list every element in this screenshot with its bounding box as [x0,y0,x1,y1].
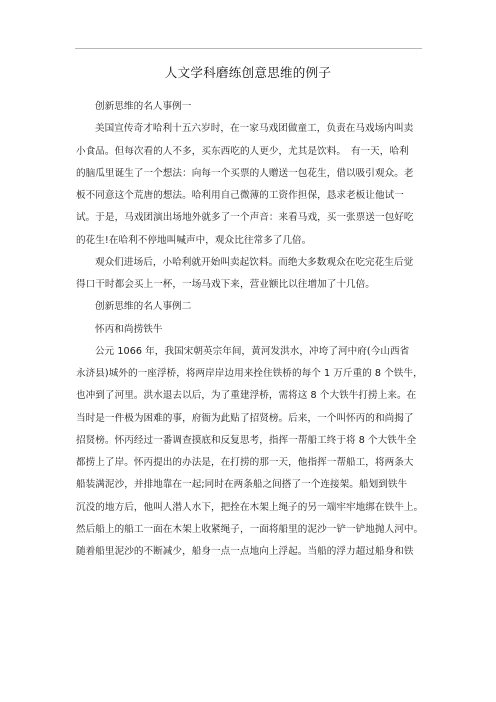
text-line: 然后船上的船工一面在木架上收紧绳子，一面将船里的泥沙一铲一铲地抛人河中。 [76,523,424,535]
text-line: 的花生!在哈利不停地叫喊声中，观众比往常多了几倍。 [76,234,312,246]
text-line: 都捞上了岸。怀丙提出的办法是，在打捞的那一天，他指挥一帮船工，将两条大 [76,457,414,468]
text-line: 沉没的地方后，他叫人潜人水下，把拴在木架上绳子的另一端牢牢地绑在铁牛上。 [76,501,424,513]
text-line: 小食品。但每次看的人不多，买东西吃的人更少，尤其是饮料。 有一天，哈利 [76,145,409,157]
text-line: 随着船里泥沙的不断减少，船身一点一点地向上浮起。当船的浮力超过船身和铁 [76,546,414,557]
text-line: 创新思维的名人事例二 [95,301,192,313]
text-line: 的脑瓜里诞生了一个想法：向每一个买票的人赠送一包花生，借以吸引观众。老 [76,167,414,179]
text-line: 船装满泥沙，并排地靠在一起;同时在两条船之间搭了一个连接架。船划到铁牛 [76,479,408,491]
text-line: 招贤榜。怀丙经过一番调查摸底和反复思考，指挥一帮船工终于将 8 个大铁牛全 [76,434,417,446]
header-rule [75,48,422,49]
text-line: 观众们进场后，小哈利就开始叫卖起饮料。而绝大多数观众在吃完花生后觉 [95,256,414,268]
text-line: 创新思维的名人事例一 [95,101,192,112]
document-body [76,96,424,563]
text-line: 怀丙和尚捞铁牛 [95,323,163,335]
text-line: 美国宣传奇才哈利十五六岁时，在一家马戏团做童工，负责在马戏场内叫卖 [95,123,414,135]
document-title: 人文学科磨练创意思维的例子 [164,65,332,80]
text-line: 板不同意这个荒唐的想法。哈利用自己微薄的工资作担保，恳求老板让他试一 [76,190,404,201]
text-line: 当时是一件极为困难的事，府衙为此贴了招贤榜。后来，一个叫怀丙的和尚揭了 [76,412,414,424]
text-line: 试。于是，马戏团演出场地外就多了一个声音：来看马戏，买一张票送一包好吃 [76,212,414,224]
text-line: 得口干时都会买上一杯，一场马戏下来，营业额比以往增加了十几倍。 [76,279,375,290]
text-line: 也冲到了河里。洪水退去以后，为了重建浮桥，需将这 8 个大铁牛打捞上来。在 [76,390,417,402]
text-line: 永济县)城外的一座浮桥，将两岸岸边用来拴住铁桥的每个 1 万斤重的 8 个铁牛， [76,368,423,379]
text-line: 公元 1066 年，我国宋朝英宗年间，黄河发洪水，冲垮了河中府(今山西省 [95,345,410,357]
